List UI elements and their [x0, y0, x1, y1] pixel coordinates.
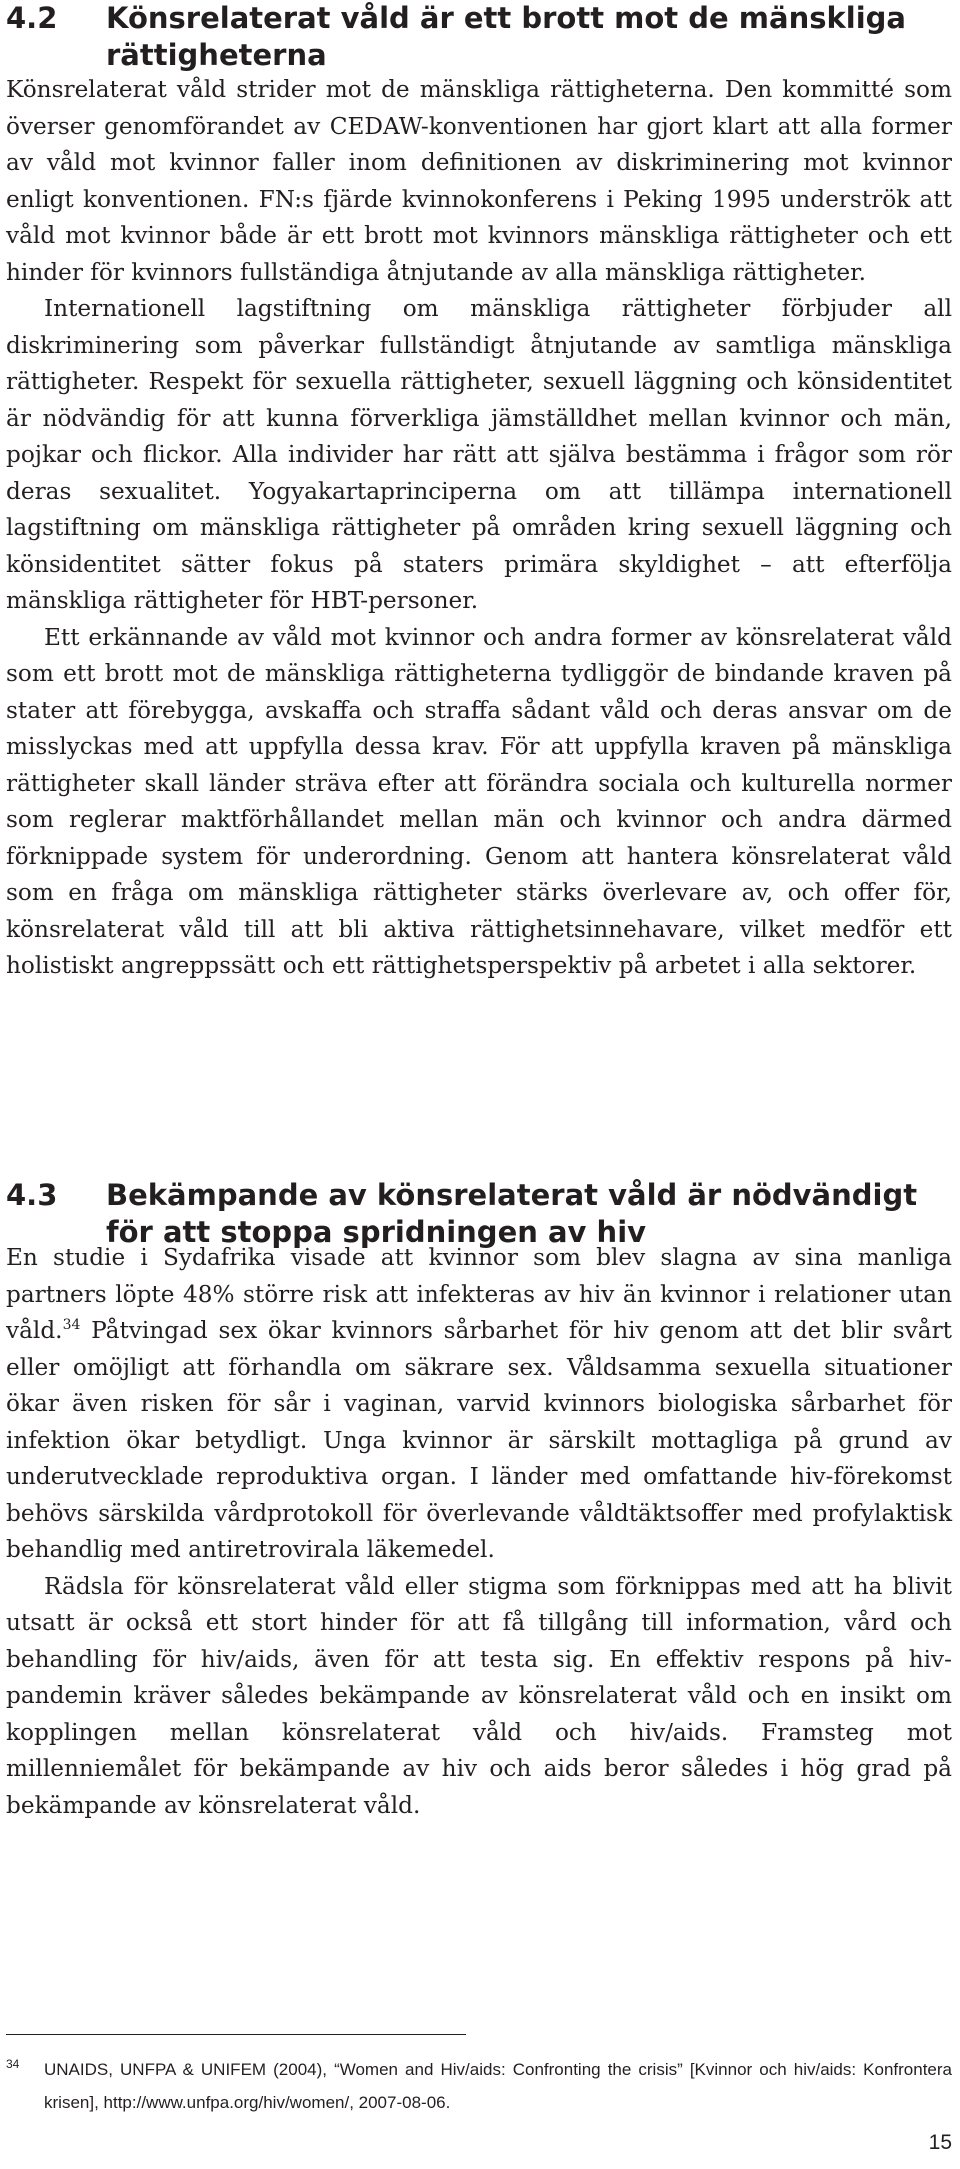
section-body-4-3 [6, 1240, 952, 1824]
section-heading-4-2 [6, 0, 946, 74]
paragraph-text: Påtvingad sex ökar kvinnors sårbarhet för hiv genom att det blir svårt eller omöjligt att förhandla om säkrare sex. Våldsamma sexuella situationer ökar även risken för sår i vaginan, varvid kvinnors biologiska sårbarhet för infektion ökar betydligt. Unga kvinnor är särskilt mottagliga på grund av underutvecklade reproduktiva organ. I länder med omfattande hiv-förekomst behövs särskilda vårdprotokoll för överlevande våldtäktsoffer med profylaktisk behandlig med antiretrovirala läkemedel. [6, 1317, 952, 1563]
footnote [6, 2053, 952, 2119]
paragraph-text: En studie i Sydafrika visade att kvinnor som blev slagna av sina manliga partners löpte 48% större risk att infekteras av hiv än kvinnor i relationer utan våld. [6, 1244, 952, 1344]
paragraph: Ett erkännande av våld mot kvinnor och andra former av könsrelaterat våld som ett brott mot de mänskliga rättigheterna tydliggör de bindande kraven på stater att förebygga, avskaffa och straffa sådant våld och deras ansvar om de misslyckas med att uppfylla dessa krav. För att uppfylla kraven på mänskliga rättigheter skall länder sträva efter att förändra sociala och kulturella normer som reglerar maktförhållandet mellan män och kvinnor och andra därmed förknippade system för underordning. Genom att hantera könsrelaterat våld som en fråga om mänskliga rättigheter stärks överlevare av, och offer för, könsrelaterat våld till att bli aktiva rättighetsinnehavare, vilket medför ett holistiskt angreppssätt och ett rättighetsperspektiv på arbetet i alla sektorer. [6, 623, 952, 979]
footnote-divider [6, 2034, 466, 2035]
page-number: 15 [928, 2131, 952, 2154]
section-body-4-2 [6, 72, 952, 985]
footnote-reference[interactable]: 34 [62, 1317, 81, 1333]
section-number: 4.2 [6, 1, 58, 35]
paragraph [6, 1240, 952, 1569]
footnote-text: UNAIDS, UNFPA & UNIFEM (2004), “Women and Hiv/aids: Confronting the crisis” [Kvinnor och hiv/aids: Konfrontera krisen], http://www.unfpa.org/hiv/women/, 2007-08-06. [44, 2060, 952, 2112]
paragraph: Internationell lagstiftning om mänskliga rättigheter förbjuder all diskriminering som påverkar fullständigt åtnjutande av samtliga mänskliga rättigheter. Respekt för sexuella rättigheter, sexuell läggning och könsidentitet är nödvändig för att kunna förverkliga jämställdhet mellan kvinnor och män, pojkar och flickor. Alla individer har rätt att själva bestämma i frågor som rör deras sexualitet. Yogyakartaprinciperna om att tillämpa internationell lagstiftning om mänskliga rättigheter på områden kring sexuell läggning och könsidentitet sätter fokus på staters primära skyldighet – att efterfölja mänskliga rättigheter för HBT-personer. [6, 295, 952, 614]
section-number: 4.3 [6, 1178, 58, 1212]
section-title: Könsrelaterat våld är ett brott mot de mänskliga rättigheterna [106, 1, 906, 72]
section-title: Bekämpande av könsrelaterat våld är nödvändigt för att stoppa spridningen av hiv [106, 1178, 918, 1249]
paragraph: Könsrelaterat våld strider mot de mänskliga rättigheterna. Den kommitté som överser genomförandet av CEDAW-konventionen har gjort klart att alla former av våld mot kvinnor faller inom definitionen av diskriminering mot kvinnor enligt konventionen. FN:s fjärde kvinnokonferens i Peking 1995 underströk att våld mot kvinnor både är ett brott mot kvinnors mänskliga rättigheter och ett hinder för kvinnors fullständiga åtnjutande av alla mänskliga rättigheter. [6, 76, 952, 286]
paragraph: Rädsla för könsrelaterat våld eller stigma som förknippas med att ha blivit utsatt är också ett stort hinder för att få tillgång till information, vård och behandling för hiv/aids, även för att testa sig. En effektiv respons på hiv-pandemin kräver således bekämpande av könsrelaterat våld och en insikt om kopplingen mellan könsrelaterat våld och hiv/aids. Framsteg mot millenniemålet för bekämpande av hiv och aids beror således i hög grad på bekämpande av könsrelaterat våld. [6, 1572, 952, 1819]
footnote-number: 34 [6, 2057, 20, 2071]
